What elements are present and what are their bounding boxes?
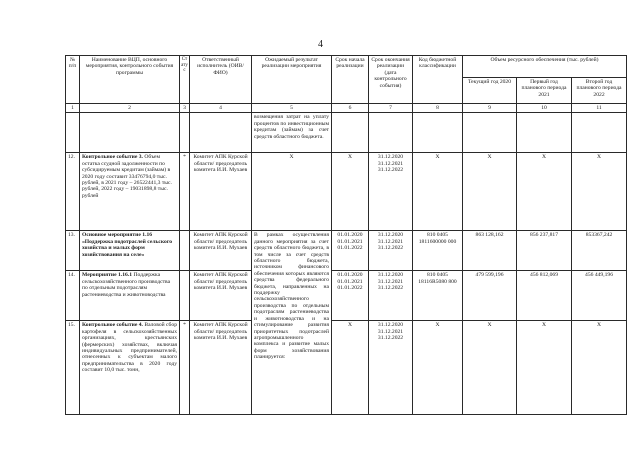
row-funding-2021: Х: [517, 153, 572, 231]
column-number: 4: [190, 104, 252, 113]
row-funding-2021: 456 812,069: [517, 271, 572, 321]
column-number: 1: [66, 104, 80, 113]
header-executor: Ответственный исполнитель (ОИВ/ФИО): [190, 56, 252, 104]
row-status: *: [180, 153, 190, 231]
row-code: Х: [413, 321, 463, 415]
row-name: [80, 321, 180, 415]
row-name-bold: Контрольное событие 3.: [82, 154, 143, 161]
header-no: № п/п: [66, 56, 80, 104]
header-year-second: Второй год планового периода 2022: [572, 78, 627, 104]
row-name-text: Поддержка сельскохозяйственного производства по отдельным подотраслям растениеводства и животноводства: [82, 272, 171, 298]
column-number: 9: [463, 104, 517, 113]
table-row: [66, 113, 627, 153]
row-end: 31.12.2020 31.12.2021 31.12.2022: [369, 231, 413, 271]
row-code: Х: [413, 153, 463, 231]
page-number: 4: [318, 39, 323, 50]
merged-result: В рамках осуществления данного мероприятия за счет средств областного бюджета, в том числе за счет средств областного бюджета, источником финансового обеспечения которых являются средства федерального бюджета, направленных на поддержку сельскохозяйственного производства по отдельным подотраслям растениеводства и животноводства и на стимулирование развития приоритетных подотраслей агропромышленного комплекса и развитие малых форм хозяйствования планируется:: [252, 231, 332, 415]
column-number: 8: [413, 104, 463, 113]
row-name-bold: Мероприятие 1.16.1: [82, 272, 133, 279]
row-start: Х: [332, 321, 369, 415]
result-continuation: возмещения затрат на уплату процентов по инвестиционным кредитам (займам) за счет средств областного бюджета.: [252, 113, 332, 153]
column-number: 3: [180, 104, 190, 113]
column-number: 7: [369, 104, 413, 113]
row-status: *: [180, 321, 190, 415]
table-row: [66, 321, 627, 415]
row-executor: Комитет АПК Курской области/ председатель комитета И.И. Мухаев: [190, 271, 252, 321]
row-funding-2020: 479 599,196: [463, 271, 517, 321]
header-code: Код бюджетной классификации: [413, 56, 463, 104]
row-funding-2020: Х: [463, 321, 517, 415]
row-funding-2020: Х: [463, 153, 517, 231]
header-start: Срок начала реализации: [332, 56, 369, 104]
header-funding: Объем ресурсного обеспечения (тыс. рублей): [463, 56, 627, 78]
header-status: [180, 56, 190, 104]
header-year-first: Первый год планового периода 2021: [517, 78, 572, 104]
table-row: [66, 271, 627, 321]
row-name-text: Валовой сбор картофеля в сельскохозяйственных организациях, крестьянских (фермерских) хозяйствах, включая индивидуальных предпринимателей, отнесенных к субъектам малого предпринимательства в 2020 году составит 10,0 тыс. тонн,: [82, 322, 177, 374]
row-funding-2022: 853367,242: [572, 231, 627, 271]
row-start: Х: [332, 153, 369, 231]
column-number: 10: [517, 104, 572, 113]
row-code: 810 0405 1811600000 000: [413, 231, 463, 271]
row-end: 31.12.2020 31.12.2021 31.12.2022: [369, 321, 413, 415]
header-year-current: Текущий год 2020: [463, 78, 517, 104]
table-row: [66, 153, 627, 231]
row-executor: Комитет АПК Курской области/ председатель комитета И.И. Мухаев: [190, 231, 252, 271]
row-number: 13.: [66, 231, 80, 271]
row-number: 15.: [66, 321, 80, 415]
column-number: 6: [332, 104, 369, 113]
row-start: 01.01.2020 01.01.2021 01.01.2022: [332, 271, 369, 321]
row-end: 31.12.2020 31.12.2021 31.12.2022: [369, 153, 413, 231]
row-funding-2022: 456 449,196: [572, 271, 627, 321]
row-number: 12.: [66, 153, 80, 231]
header-name: Наименование ВЦП, основного мероприятия, контрольного события программы: [80, 56, 180, 104]
row-result: Х: [252, 153, 332, 231]
program-table: [65, 55, 627, 415]
header-status-label: Статус: [181, 57, 188, 74]
row-name: [80, 271, 180, 321]
column-number: 2: [80, 104, 180, 113]
row-funding-2021: 856 237,817: [517, 231, 572, 271]
row-end: 31.12.2020 31.12.2021 31.12.2022: [369, 271, 413, 321]
header-result: Ожидаемый результат реализации мероприятия: [252, 56, 332, 104]
row-executor: Комитет АПК Курской области/ председатель комитета И.И. Мухаев: [190, 321, 252, 415]
row-name-bold: Контрольное событие 4.: [82, 322, 143, 329]
column-number: 11: [572, 104, 627, 113]
row-funding-2020: 863 128,162: [463, 231, 517, 271]
row-funding-2022: Х: [572, 321, 627, 415]
row-funding-2022: Х: [572, 153, 627, 231]
row-code: 810 0405 18116R5080 800: [413, 271, 463, 321]
row-executor: Комитет АПК Курской области/ председатель комитета И.И. Мухаев: [190, 153, 252, 231]
column-number: 5: [252, 104, 332, 113]
row-start: 01.01.2020 01.01.2021 01.01.2022: [332, 231, 369, 271]
header-end: Срок окончания реализации (дата контрольного события): [369, 56, 413, 104]
row-funding-2021: Х: [517, 321, 572, 415]
row-name-bold: Основное мероприятие 1.16 «Поддержка подотраслей сельского хозяйства и малых форм хозяйствования на селе»: [80, 231, 180, 271]
row-name: [80, 153, 180, 231]
row-number: 14.: [66, 271, 80, 321]
row-name-text: Объем остатка ссудной задолженности по субсидируемым кредитам (займам) в 2020 году составит 33476794,0 тыс. рублей, в 2021 году – 26522441,3 тыс. рублей, 2022 году – 19031898,8 тыс. рублей: [82, 154, 172, 199]
table-row: [66, 231, 627, 271]
